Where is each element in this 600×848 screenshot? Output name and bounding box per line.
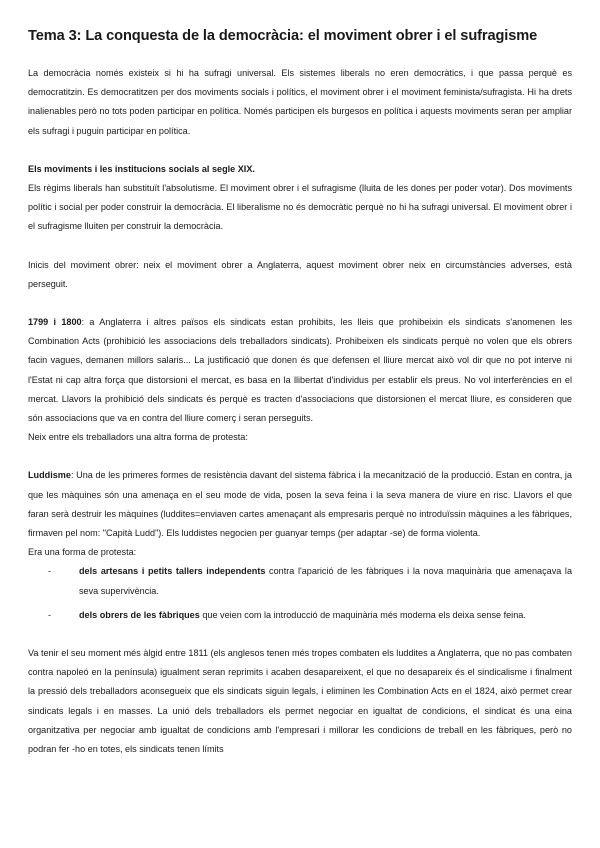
list-item-text: que veien com la introducció de maquinària més moderna els deixa sense feina. — [199, 609, 526, 620]
list-item: - dels artesans i petits tallers independents contra l'aparició de les fàbriques i la nova maquinària que amenaçava la seva supervivència. — [48, 566, 572, 596]
luddisme-text: : Una de les primeres formes de resistència davant del sistema fàbrica i la mecanització de la producció. Estan en contra, ja que les màquines són una amenaça en el seu mode de vida, posen la seva feina i la seva manera de viure en risc. Llavors el que faran serà destruir les màquines (luddites=enviaven cartes amenaçant als empresaris perquè no introduïssin màquines a les fàbriques, firmaven pel nom: "Capità Ludd"). Els luddistes negocien per guanyar temps (per adaptar -se) de forma violenta. — [28, 470, 572, 539]
section-heading-text: Els moviments i les institucions socials al segle XIX. — [28, 163, 255, 174]
combination-acts-paragraph — [28, 313, 572, 428]
list-item: - dels obrers de les fàbriques que veien com la introducció de maquinària més moderna els deixa sense feina. — [48, 609, 526, 620]
list-item-text: contra l'aparició de les fàbriques i la nova maquinària que amenaçava la seva supervivència. — [79, 566, 572, 596]
protest-intro: Neix entre els treballadors una altra forma de protesta: — [28, 432, 248, 443]
inicis-paragraph: Inicis del moviment obrer: neix el moviment obrer a Anglaterra, aquest moviment obrer neix en circumstàncies adverses, està perseguit. — [28, 259, 572, 289]
luddisme-paragraph — [28, 466, 572, 543]
section-heading — [28, 160, 572, 179]
protest-list — [28, 562, 572, 625]
date-label: 1799 i 1800 — [28, 317, 82, 328]
page-title: Tema 3: La conquesta de la democràcia: el moviment obrer i el sufragisme — [28, 28, 538, 44]
protest-form-intro: Era una forma de protesta: — [28, 547, 137, 558]
section-paragraph: Els règims liberals han substituït l'absolutisme. El moviment obrer i el sufragisme (lluita de les dones per poder votar). Dos moviments polític i social per poder construir la democràcia. El liberalisme no és democràtic perquè no hi ha sufragi universal. El moviment obrer i el sufragisme lluiten per construir la democràcia. — [28, 183, 572, 232]
list-item-bold: dels obrers de les fàbriques — [79, 609, 200, 620]
final-paragraph: Va tenir el seu moment més àlgid entre 1811 (els anglesos tenen més tropes combaten els luddites a Anglaterra, que no pas combaten contra napoleó en la península) igualment seran reprimits i acaben desapareixent, el que no desapareix és el sindicalisme i finalment la pressió dels treballadors aconsegueix que els sindicats siguin legals, i eliminen les Combination Acts en el 1824, això permet crear sindicats legals i en masses. La unió dels treballadors els permet negociar en igualtat de condicions, el sindicat és una eina organitzativa per negociar amb igualtat de condicions amb l'empresari i millorar les condicions de treball en les fàbriques, però no podran fer -ho en totes, els sindicats tenen límits — [28, 648, 572, 755]
intro-paragraph: La democràcia només existeix si hi ha sufragi universal. Els sistemes liberals no eren democràtics, i que passa perquè es democratitzin. Es democratitzen per dos moviments socials i polítics, el moviment obrer i el moviment feminista/sufragista. Hi ha drets inalienables però no tots poden participar en política. Només participen els burgesos en política i aquests moviments seran per ampliar els sufragi i puguin participar en política. — [28, 68, 572, 136]
list-item-bold: dels artesans i petits tallers independents — [79, 566, 266, 577]
luddisme-term: Luddisme — [28, 470, 71, 481]
combination-acts-text: : a Anglaterra i altres països els sindicats estan prohibits, les lleis que prohibeixin els sindicats s'anomenen les Combination Acts (prohibició les associacions dels treballadors sindicats). Prohibeixen els sindicats perquè no volen que els obrers facin vagues, demanen millors salaris... La justificació que donen és que defensen el lliure mercat això vol dir que no pot interve ni l'Estat ni cap altra força que distorsioni el mercat, es basa en la llibertat d'individus per establir els preus. No vol interferències en el mercat. Llavors la prohibició dels sindicats és perquè es tracten d'associacions que distorsionen el mercat lliure, es consideren que són associacions que va en contra del lliure comerç i seran perseguits. — [28, 317, 572, 424]
